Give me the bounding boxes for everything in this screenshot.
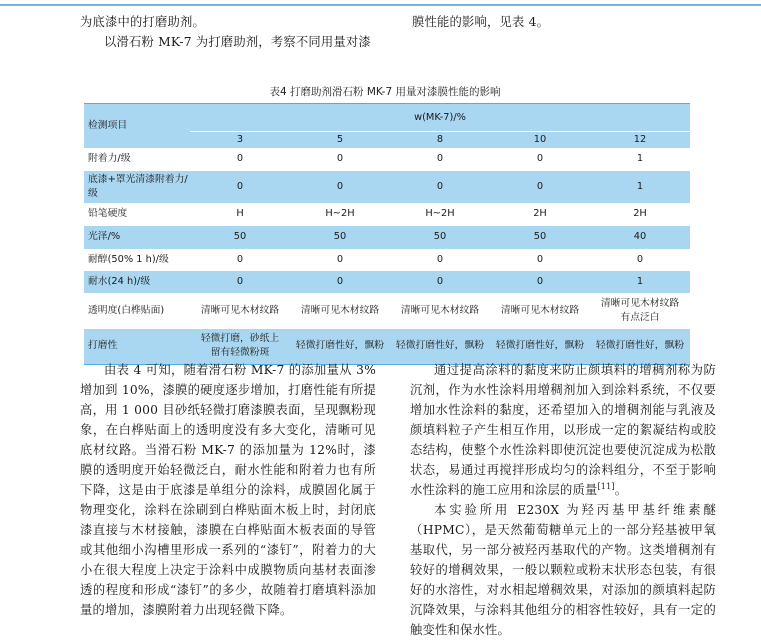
table-cell: 1 (590, 148, 690, 171)
table-row (84, 148, 690, 171)
bottom-left-column (80, 360, 376, 620)
table-row (84, 249, 690, 271)
table-cell: 清晰可见木材纹路 (190, 293, 290, 329)
top-right-line1: 膜性能的影响，见表 4。 (412, 15, 550, 29)
table-cell: 0 (390, 171, 490, 203)
column-header: 12 (590, 132, 690, 148)
body-paragraph: 由表 4 可知，随着滑石粉 MK-7 的添加量从 3%增加到 10%，漆膜的硬度逐步增加，打磨性能有所提高，用 1 000 目砂纸轻微打磨漆膜表面，呈现飘粉现象，在白桦贴面上的透明度没有多大变化，清晰可见底材纹路。当滑石粉 MK-7 的添加量为 12%时，漆膜的透明度开始轻微泛白，耐水性能和附着力也有所下降，这是由于底漆是单组分的涂料，成膜固化属于物理变化，涂料在涂刷到白桦贴面木板上时，封闭底漆直接与木材接触，漆膜在白桦贴面木板表面的导管或其他细小沟槽里形成一系列的“漆钉”，附着力的大小在很大程度上决定于涂料中成膜物质向基材表面渗透的程度和形成“漆钉”的多少，故随着打磨填料添加量的增加，漆膜附着力出现轻微下降。 (80, 363, 376, 617)
table-cell: 清晰可见木材纹路 (490, 293, 590, 329)
table-cell: 2H (490, 203, 590, 226)
table-cell: 50 (390, 226, 490, 249)
row-label: 附着力/级 (84, 148, 190, 171)
table-header-row (84, 104, 690, 132)
table-cell: 0 (390, 148, 490, 171)
table-cell: 0 (290, 271, 390, 293)
body-paragraph (410, 360, 716, 500)
citation-ref: [11] (597, 481, 615, 491)
table-row (84, 226, 690, 249)
column-header: 10 (490, 132, 590, 148)
column-header: 8 (390, 132, 490, 148)
table-cell: 清晰可见木材纹路 (290, 293, 390, 329)
table-cell: 0 (490, 249, 590, 271)
table-cell: 1 (590, 171, 690, 203)
row-label: 底漆+罩光清漆附着力/级 (84, 171, 190, 203)
paragraph-end: 。 (614, 483, 628, 497)
table-cell: 0 (290, 171, 390, 203)
table-cell: 0 (290, 148, 390, 171)
top-right-column (412, 12, 712, 32)
table-caption: 表4 打磨助剂滑石粉 MK-7 用量对漆膜性能的影响 (269, 86, 501, 98)
top-left-line2: 以滑石粉 MK-7 为打磨助剂，考察不同用量对漆 (104, 35, 371, 49)
table-cell: 40 (590, 226, 690, 249)
table-row (84, 293, 690, 329)
table-cell: 清晰可见木材纹路 (390, 293, 490, 329)
top-left-column (80, 12, 376, 52)
page-top-rule (0, 4, 761, 6)
column-header: 3 (190, 132, 290, 148)
table-4 (84, 103, 690, 365)
table-cell: 0 (190, 148, 290, 171)
table-row (84, 203, 690, 226)
row-label: 铅笔硬度 (84, 203, 190, 226)
table-cell: 0 (590, 249, 690, 271)
table-cell: H~2H (390, 203, 490, 226)
row-label: 耐醇(50% 1 h)/级 (84, 249, 190, 271)
table-cell: 50 (290, 226, 390, 249)
table-cell: 轻微打磨性好，飘粉 (290, 329, 390, 365)
header-label: 检测项目 (84, 104, 190, 148)
table-row (84, 171, 690, 203)
body-paragraph: 本实验所用 E230X 为羟丙基甲基纤维素醚（HPMC），是天然葡萄糖单元上的一部分羟基被甲氧基取代，另一部分被羟丙基取代的产物。这类增稠剂有较好的增稠效果，一般以颗粒或粉末状形态包装，有很好的水溶性，对水相起增稠效果，对添加的颜填料起防沉降效果，与涂料其他组分的相容性较好，具有一定的触变性和保水性。 (410, 503, 716, 637)
table-cell: 轻微打磨性好，飘粉 (590, 329, 690, 365)
table-cell: 清晰可见木材纹路有点泛白 (590, 293, 690, 329)
table-cell: 0 (190, 171, 290, 203)
table-cell: H (190, 203, 290, 226)
table-cell: 0 (190, 271, 290, 293)
header-group: w(MK-7)/% (190, 104, 690, 132)
bottom-right-column (410, 360, 716, 640)
paragraph-text: 通过提高涂料的黏度来防止颜填料的增稠剂称为防沉剂，作为水性涂料用增稠剂加入到涂料系统，不仅要增加水性涂料的黏度，还希望加入的增稠剂能与乳液及颜填料粒子产生相互作用，以形成一定的絮凝结构或胶态结构，使整个水性涂料即使沉淀也要使沉淀成为松散状态，易通过再搅拌形成均匀的涂料组分，不至于影响水性涂料的施工应用和涂层的质量 (410, 363, 716, 497)
table-cell: 0 (490, 171, 590, 203)
row-label: 打磨性 (84, 329, 190, 365)
table-cell: 0 (390, 249, 490, 271)
table-cell: 2H (590, 203, 690, 226)
table-cell: 1 (590, 271, 690, 293)
table-cell: 0 (290, 249, 390, 271)
column-header: 5 (290, 132, 390, 148)
table-cell: 50 (490, 226, 590, 249)
row-label: 透明度(白桦贴面) (84, 293, 190, 329)
table-cell: 轻微打磨，砂纸上留有轻微粉斑 (190, 329, 290, 365)
table-cell: 0 (490, 148, 590, 171)
table-cell: 0 (490, 271, 590, 293)
table-cell: 轻微打磨性好，飘粉 (390, 329, 490, 365)
table-cell: 50 (190, 226, 290, 249)
table-cell: 0 (390, 271, 490, 293)
row-label: 耐水(24 h)/级 (84, 271, 190, 293)
table-cell: 轻微打磨性好，飘粉 (490, 329, 590, 365)
table-cell: H~2H (290, 203, 390, 226)
row-label: 光泽/% (84, 226, 190, 249)
table-cell: 0 (190, 249, 290, 271)
top-left-line1: 为底漆中的打磨助剂。 (80, 15, 205, 29)
table-row (84, 271, 690, 293)
